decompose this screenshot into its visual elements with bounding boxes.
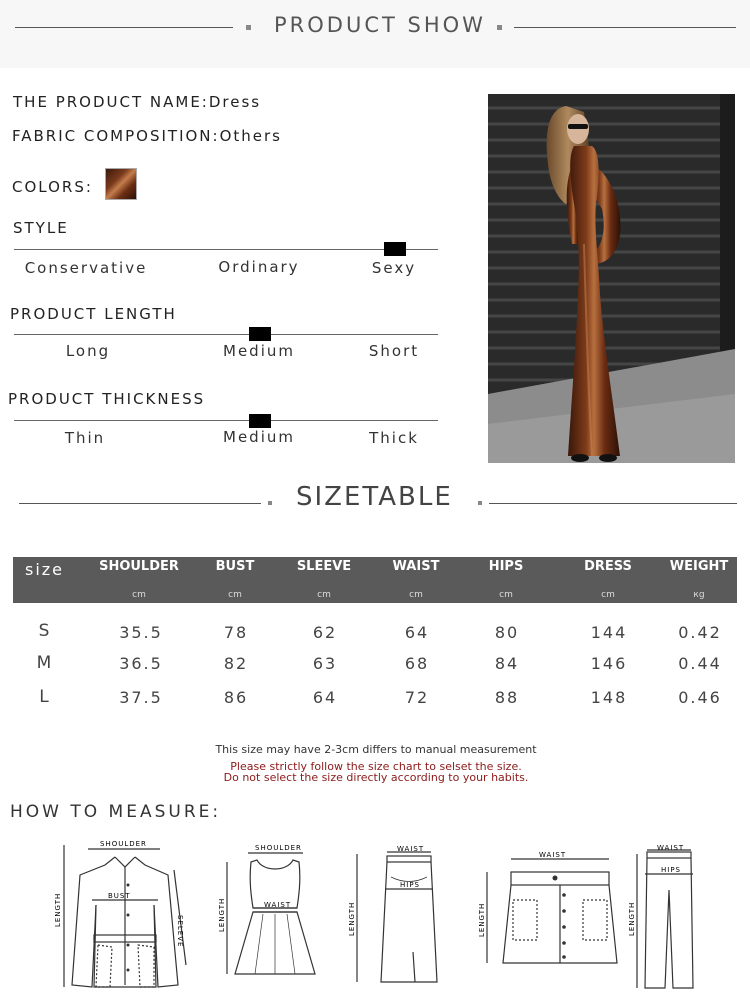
table-cell: 0.42	[678, 623, 722, 642]
table-cell: 80	[494, 623, 520, 642]
colors-label: COLORS:	[12, 178, 93, 196]
dress-diagram	[215, 840, 325, 990]
table-cell: 144	[590, 623, 628, 642]
style-option-ordinary: Ordinary	[218, 258, 300, 276]
style-option-sexy: Sexy	[371, 259, 417, 277]
col-header-waist: WAIST	[392, 559, 440, 574]
header-square-left	[246, 25, 251, 30]
table-cell: 82	[223, 654, 249, 673]
model-in-dress-illustration	[488, 94, 735, 463]
unit-waist: cm	[409, 590, 423, 600]
pants-diagram	[625, 840, 725, 995]
product-name-line	[13, 93, 261, 111]
row-s-size: S	[38, 621, 52, 641]
col-header-sleeve: SLEEVE	[296, 559, 352, 574]
thickness-option-thin: Thin	[64, 429, 106, 447]
dress-length-label: LENGTH	[218, 897, 226, 932]
table-cell: 72	[404, 688, 430, 707]
table-cell: 146	[590, 654, 628, 673]
fabric-line	[12, 127, 282, 145]
skirt-diagram	[345, 842, 445, 992]
denim-skirt-length-label: LENGTH	[478, 902, 486, 937]
dress-waist-label: WAIST	[264, 901, 292, 909]
skirt-hips-label: HIPS	[400, 881, 420, 889]
table-cell: 63	[312, 654, 338, 673]
style-option-conservative: Conservative	[24, 259, 148, 277]
thickness-option-medium: Medium	[223, 428, 295, 446]
how-to-measure-title: HOW TO MEASURE:	[10, 802, 222, 822]
row-m-size: M	[36, 653, 54, 673]
header-square-right	[497, 25, 502, 30]
length-option-short: Short	[368, 342, 420, 360]
jacket-shoulder-label: SHOULDER	[100, 840, 147, 848]
row-l-size: L	[39, 687, 51, 707]
col-header-shoulder: SHOULDER	[99, 559, 179, 574]
table-cell: 37.5	[119, 688, 163, 707]
pants-hips-label: HIPS	[661, 866, 681, 874]
table-cell: 84	[494, 654, 520, 673]
fabric-label: FABRIC COMPOSITION:	[12, 127, 220, 145]
jacket-diagram	[50, 835, 200, 995]
denim-skirt-diagram	[475, 845, 625, 975]
unit-bust: cm	[228, 590, 242, 600]
skirt-waist-label: WAIST	[397, 845, 425, 853]
length-title: PRODUCT LENGTH	[10, 305, 177, 323]
note-habit-warning: Do not select the size directly according to your habits.	[223, 771, 529, 784]
color-swatch-brown[interactable]	[105, 168, 137, 200]
thickness-option-thick: Thick	[369, 429, 419, 447]
table-cell: 148	[590, 688, 628, 707]
size-column-header: size	[25, 560, 65, 579]
table-cell: 0.46	[678, 688, 722, 707]
col-header-weight: WEIGHT	[669, 559, 729, 574]
pants-length-label: LENGTH	[628, 901, 636, 936]
thickness-marker	[249, 414, 271, 428]
unit-sleeve: cm	[317, 590, 331, 600]
length-option-medium: Medium	[223, 342, 295, 360]
thickness-title: PRODUCT THICKNESS	[8, 390, 206, 408]
table-cell: 36.5	[119, 654, 163, 673]
denim-skirt-waist-label: WAIST	[539, 851, 567, 859]
table-cell: 78	[223, 623, 249, 642]
style-scale-line	[14, 249, 438, 250]
jacket-bust-label: BUST	[108, 892, 131, 900]
length-scale-line	[14, 334, 438, 335]
table-cell: 86	[223, 688, 249, 707]
product-name-value: Dress	[208, 93, 262, 111]
thickness-scale-line	[14, 420, 438, 421]
col-header-hips: HIPS	[488, 559, 524, 574]
table-cell: 0.44	[678, 654, 722, 673]
sizetable-rule-left	[19, 503, 261, 504]
note-measurement-tolerance: This size may have 2-3cm differs to manual measurement	[215, 743, 537, 756]
product-show-title: PRODUCT SHOW	[274, 13, 486, 37]
skirt-length-label: LENGTH	[348, 901, 356, 936]
col-header-dress: DRESS	[584, 559, 632, 574]
sizetable-square-right	[478, 501, 482, 505]
length-marker	[249, 327, 271, 341]
col-header-bust: BUST	[215, 559, 255, 574]
table-cell: 35.5	[119, 623, 163, 642]
style-marker	[384, 242, 406, 256]
jacket-length-label: LENGTH	[54, 892, 62, 927]
unit-weight: кg	[693, 590, 705, 600]
sizetable-title: SIZETABLE	[296, 482, 453, 512]
table-cell: 64	[312, 688, 338, 707]
unit-dress: cm	[601, 590, 615, 600]
dress-shoulder-label: SHOULDER	[255, 844, 302, 852]
header-rule-right	[514, 27, 736, 28]
header-rule-left	[15, 27, 233, 28]
table-cell: 68	[404, 654, 430, 673]
jacket-sleeve-label: SELEVE	[176, 915, 184, 948]
style-title: STYLE	[13, 219, 69, 237]
table-cell: 64	[404, 623, 430, 642]
unit-hips: cm	[499, 590, 513, 600]
product-name-label: THE PRODUCT NAME:	[13, 93, 209, 111]
sizetable-square-left	[268, 501, 272, 505]
unit-shoulder: cm	[132, 590, 146, 600]
product-photo	[488, 94, 735, 463]
note-follow-chart: Please strictly follow the size chart to selset the size.	[230, 760, 522, 773]
table-cell: 88	[494, 688, 520, 707]
fabric-value: Others	[219, 127, 282, 145]
length-option-long: Long	[65, 342, 111, 360]
pants-waist-label: WAIST	[657, 844, 685, 852]
table-cell: 62	[312, 623, 338, 642]
sizetable-rule-right	[489, 503, 737, 504]
